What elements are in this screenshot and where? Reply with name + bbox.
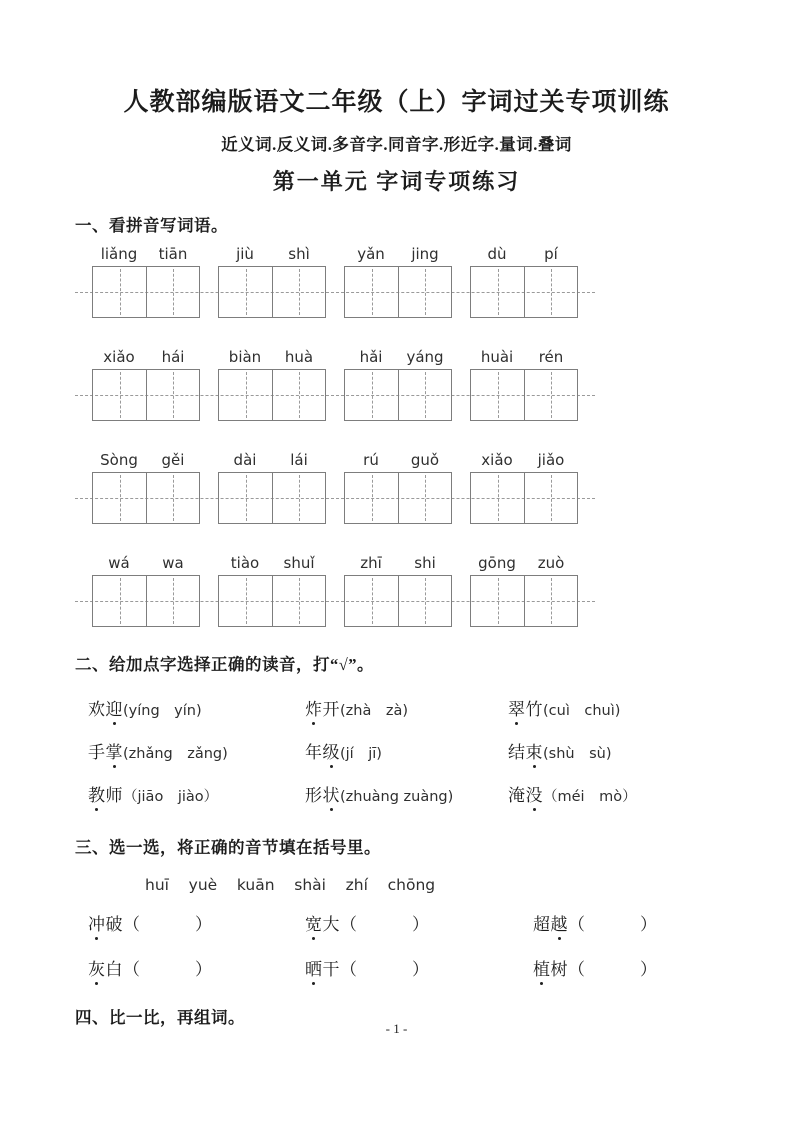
writing-cell	[345, 370, 398, 420]
pinyin-syllable: wa	[162, 554, 184, 572]
pinyin-syllable: hái	[161, 348, 185, 366]
word-text	[533, 960, 568, 979]
pinyin-syllable: lái	[290, 451, 308, 469]
pinyin-labels	[92, 451, 578, 472]
writing-cell	[471, 267, 524, 317]
pinyin-label-group	[218, 451, 326, 472]
word-with-pinyin-options	[88, 781, 305, 806]
answer-blank: （ ）	[123, 960, 213, 979]
writing-box	[470, 472, 578, 524]
pinyin-row	[92, 245, 793, 318]
pinyin-syllable: wá	[108, 554, 130, 572]
writing-box	[92, 472, 200, 524]
dotted-char: 灰	[88, 955, 106, 980]
writing-cell	[146, 370, 199, 420]
pinyin-syllable: tiān	[158, 245, 188, 263]
dotted-char: 宽	[305, 910, 323, 935]
pinyin-options: (yíng yín)	[123, 703, 202, 719]
pinyin-syllable: Sòng	[100, 451, 138, 469]
writing-cell	[272, 267, 325, 317]
pinyin-labels	[92, 245, 578, 266]
writing-cell	[93, 473, 146, 523]
pinyin-label-group	[344, 348, 452, 369]
pinyin-syllable: yǎn	[357, 245, 385, 263]
word-with-blank	[533, 910, 793, 935]
dotted-char: 植	[533, 955, 551, 980]
pinyin-options: (zhǎng zǎng)	[123, 746, 228, 762]
writing-cell	[146, 473, 199, 523]
word-text	[88, 915, 123, 934]
pinyin-syllable: dài	[233, 451, 257, 469]
dotted-char: 越	[551, 910, 569, 935]
word-text	[305, 960, 340, 979]
word-with-blank	[533, 955, 793, 980]
word-char: 竹	[525, 700, 543, 719]
pinyin-syllable: gōng	[478, 554, 516, 572]
word-text	[88, 743, 123, 762]
pinyin-syllable: rú	[363, 451, 379, 469]
writing-cell	[345, 576, 398, 626]
dotted-char: 晒	[305, 955, 323, 980]
pinyin-label-group	[470, 348, 578, 369]
word-text	[305, 915, 340, 934]
writing-box	[92, 575, 200, 627]
dotted-char: 掌	[106, 738, 124, 763]
word-with-blank	[88, 955, 305, 980]
writing-cell	[345, 473, 398, 523]
word-char: 开	[322, 700, 340, 719]
answer-blank: （ ）	[568, 960, 658, 979]
pinyin-labels	[92, 348, 578, 369]
pinyin-label-group	[92, 348, 200, 369]
word-char: 破	[105, 915, 123, 934]
writing-cell	[219, 576, 272, 626]
writing-cell	[524, 370, 577, 420]
pinyin-row	[92, 554, 793, 627]
pinyin-writing-section	[92, 245, 793, 627]
pinyin-syllable: dù	[487, 245, 507, 263]
section-2-heading: 二、给加点字选择正确的读音，打“√”。	[75, 655, 375, 674]
word-with-blank	[305, 955, 533, 980]
section-3-heading: 三、选一选，将正确的音节填在括号里。	[75, 838, 381, 857]
pinyin-label-group	[470, 451, 578, 472]
writing-cell	[471, 473, 524, 523]
writing-cell	[93, 370, 146, 420]
word-text	[508, 786, 543, 805]
answer-blank: （ ）	[340, 915, 430, 934]
writing-box-strip	[92, 575, 578, 627]
pinyin-syllable: zuò	[537, 554, 565, 572]
pinyin-syllable: jiù	[236, 245, 254, 263]
writing-box-strip	[92, 472, 578, 524]
reading-choice-grid	[88, 695, 793, 806]
word-with-pinyin-options	[305, 695, 508, 720]
writing-cell	[471, 576, 524, 626]
word-text	[88, 960, 123, 979]
writing-box	[344, 369, 452, 421]
pinyin-syllable: hǎi	[359, 348, 383, 366]
dotted-char: 翠	[508, 695, 526, 720]
dotted-char: 迎	[106, 695, 124, 720]
answer-blank: （ ）	[123, 915, 213, 934]
writing-box	[92, 369, 200, 421]
writing-box	[470, 575, 578, 627]
pinyin-label-group	[344, 554, 452, 575]
pinyin-syllable: shi	[414, 554, 436, 572]
pinyin-syllable: jiǎo	[537, 451, 565, 469]
writing-cell	[398, 473, 451, 523]
pinyin-options: （jiāo jiào）	[123, 789, 219, 805]
fill-bracket-grid	[88, 910, 793, 980]
pinyin-syllable: jing	[411, 245, 439, 263]
writing-box	[218, 472, 326, 524]
dotted-char: 状	[323, 781, 341, 806]
answer-blank: （ ）	[340, 960, 430, 979]
pinyin-options: (zhà zà)	[340, 703, 408, 719]
writing-box	[218, 266, 326, 318]
pinyin-row	[92, 348, 793, 421]
word-with-pinyin-options	[508, 781, 793, 806]
pinyin-syllable: rén	[538, 348, 564, 366]
writing-cell	[93, 576, 146, 626]
pinyin-syllable: xiǎo	[103, 348, 135, 366]
word-char: 超	[533, 915, 551, 934]
word-char: 白	[105, 960, 123, 979]
pinyin-syllable: huà	[284, 348, 314, 366]
pinyin-syllable: biàn	[228, 348, 262, 366]
pinyin-syllable: liǎng	[100, 245, 138, 263]
word-char: 树	[550, 960, 568, 979]
writing-cell	[524, 267, 577, 317]
pinyin-label-group	[92, 451, 200, 472]
word-text	[88, 700, 123, 719]
word-char: 年	[305, 743, 323, 762]
pinyin-label-group	[218, 348, 326, 369]
writing-box	[344, 472, 452, 524]
word-with-blank	[305, 910, 533, 935]
writing-cell	[272, 576, 325, 626]
pinyin-row	[92, 451, 793, 524]
pinyin-syllable: gěi	[161, 451, 185, 469]
pinyin-options: （méi mò）	[543, 789, 637, 805]
word-text	[533, 915, 568, 934]
pinyin-label-group	[470, 245, 578, 266]
pinyin-options: (shù sù)	[543, 746, 612, 762]
pinyin-syllable: tiào	[230, 554, 260, 572]
writing-cell	[471, 370, 524, 420]
pinyin-label-group	[218, 245, 326, 266]
writing-cell	[398, 267, 451, 317]
pinyin-syllable: shuǐ	[283, 554, 315, 572]
pinyin-label-group	[344, 245, 452, 266]
word-char: 干	[322, 960, 340, 979]
word-char: 形	[305, 786, 323, 805]
word-char: 大	[322, 915, 340, 934]
writing-cell	[345, 267, 398, 317]
pinyin-label-group	[92, 554, 200, 575]
word-text	[508, 700, 543, 719]
word-char: 结	[508, 743, 526, 762]
dotted-char: 级	[323, 738, 341, 763]
pinyin-label-group	[218, 554, 326, 575]
writing-cell	[524, 473, 577, 523]
writing-cell	[398, 576, 451, 626]
writing-box	[344, 266, 452, 318]
writing-cell	[272, 370, 325, 420]
writing-cell	[524, 576, 577, 626]
pinyin-syllable: huài	[480, 348, 514, 366]
word-text	[305, 786, 340, 805]
dotted-char: 没	[526, 781, 544, 806]
pinyin-options: (zhuàng zuàng)	[340, 789, 454, 805]
word-text	[305, 700, 340, 719]
word-with-pinyin-options	[305, 738, 508, 763]
writing-cell	[219, 473, 272, 523]
writing-box	[470, 266, 578, 318]
writing-box	[470, 369, 578, 421]
answer-blank: （ ）	[568, 915, 658, 934]
pinyin-labels	[92, 554, 578, 575]
pinyin-label-group	[92, 245, 200, 266]
word-text	[88, 786, 123, 805]
page-number: - 1 -	[385, 1021, 408, 1036]
word-text	[305, 743, 340, 762]
word-char: 欢	[88, 700, 106, 719]
writing-cell	[272, 473, 325, 523]
word-char: 师	[105, 786, 123, 805]
pinyin-options: (jí jī)	[340, 746, 382, 762]
pinyin-syllable: pí	[544, 245, 558, 263]
word-with-pinyin-options	[305, 781, 508, 806]
pinyin-syllable: xiǎo	[481, 451, 513, 469]
writing-box-strip	[92, 266, 578, 318]
pinyin-syllable: shì	[288, 245, 310, 263]
syllable-bank: huī yuè kuān shài zhí chōng	[145, 876, 436, 894]
word-char: 手	[88, 743, 106, 762]
doc-title: 人教部编版语文二年级（上）字词过关专项训练	[123, 89, 670, 116]
writing-box	[92, 266, 200, 318]
dotted-char: 冲	[88, 910, 106, 935]
writing-cell	[219, 267, 272, 317]
section-4-heading: 四、比一比，再组词。	[75, 1008, 245, 1027]
word-with-pinyin-options	[508, 738, 793, 763]
dotted-char: 束	[526, 738, 544, 763]
writing-cell	[146, 576, 199, 626]
pinyin-label-group	[344, 451, 452, 472]
word-text	[508, 743, 543, 762]
writing-box	[218, 369, 326, 421]
pinyin-label-group	[470, 554, 578, 575]
pinyin-syllable: yáng	[406, 348, 444, 366]
writing-box	[218, 575, 326, 627]
word-with-pinyin-options	[508, 695, 793, 720]
doc-subtitle: 近义词.反义词.多音字.同音字.形近字.量词.叠词	[221, 135, 572, 154]
writing-box-strip	[92, 369, 578, 421]
word-with-pinyin-options	[88, 738, 305, 763]
writing-cell	[219, 370, 272, 420]
word-with-blank	[88, 910, 305, 935]
section-1-heading: 一、看拼音写词语。	[75, 216, 228, 235]
pinyin-options: (cuì chuì)	[543, 703, 621, 719]
writing-cell	[398, 370, 451, 420]
writing-cell	[146, 267, 199, 317]
pinyin-syllable: guǒ	[410, 451, 440, 469]
writing-cell	[93, 267, 146, 317]
dotted-char: 教	[88, 781, 106, 806]
unit-heading: 第一单元 字词专项练习	[272, 169, 521, 194]
word-with-pinyin-options	[88, 695, 305, 720]
dotted-char: 炸	[305, 695, 323, 720]
pinyin-syllable: zhī	[360, 554, 382, 572]
writing-box	[344, 575, 452, 627]
word-char: 淹	[508, 786, 526, 805]
